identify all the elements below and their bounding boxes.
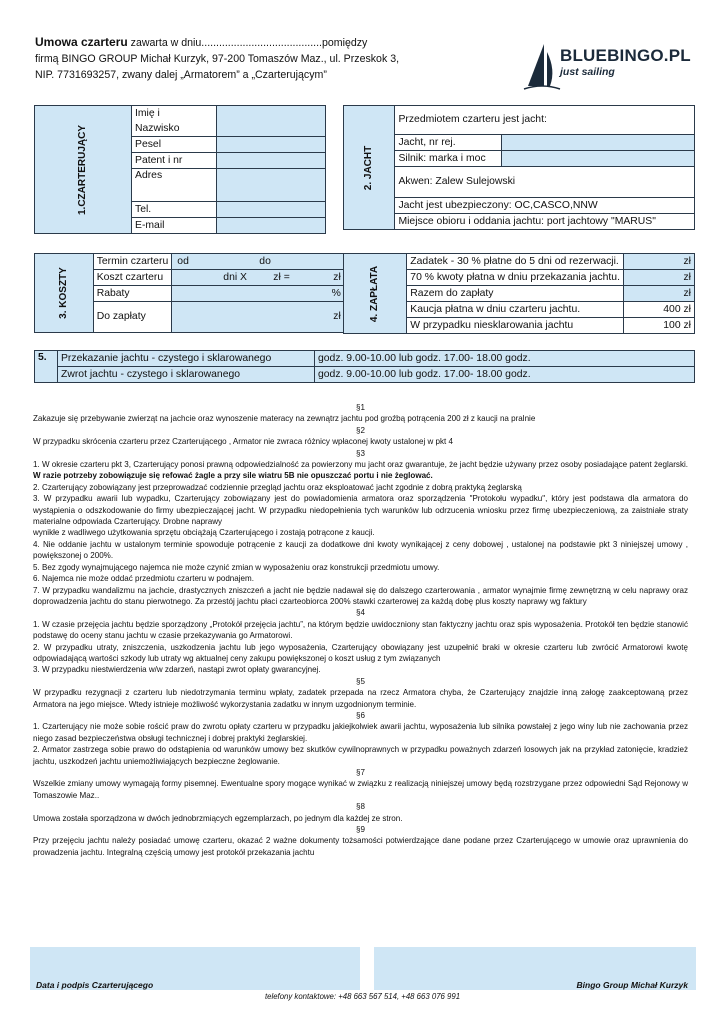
term-paragraph: 1. W okresie czarteru pkt 3, Czarterujący ponosi prawną odpowiedzialność za powierzony mu jacht oraz gwarantuje, że jacht będzie używany przez osoby posiadające patent żeglarski. W razie potrzeby zobowiązuje się refować żagle a przy sile wiatru 5B nie opuszczać portu i nie żeglować.: [33, 460, 688, 481]
section-payment: [343, 253, 695, 334]
patent-field[interactable]: [217, 153, 326, 169]
discount-field[interactable]: %: [172, 286, 345, 302]
section-handover: [34, 350, 695, 383]
contact-footer: telefony kontaktowe: +48 663 567 514, +48 663 076 991: [264, 992, 461, 1001]
section-label-yacht: 2. JACHT: [344, 106, 395, 230]
term-paragraph: 1. Czarterujący nie może sobie rościć praw do zwrotu opłaty czarteru w przypadku jakiejkolwiek awarii jachtu, wyposażenia lub silnika powstałej z jego winy lub nie zachowania przez niego zasad bezpieczeństwa obsługi technicznej i dobrej praktyki żeglarskiej.: [33, 722, 688, 743]
section-number: §9: [356, 825, 365, 835]
header-line-3: NIP. 7731693257, zwany dalej „Armatorem” a „Czarterującym”: [35, 69, 327, 81]
section-label-payment: 4. ZAPŁATA: [344, 254, 407, 334]
term-paragraph: 3. W przypadku awarii lub wypadku, Czarterujący zobowiązany jest do powiadomienia armatora oraz sporządzenia "Protokołu wypadku", który jest podstawa dla armatora do wystąpienia o odszkodowanie do firmy ubezpieczającej jacht. W przypadku niedopełnienia tych warunków lub odrzucenia wniosku przez firmę ubezpieczeniową, za zaistniałe straty materialne odpowiada Czarterujący. Drobne naprawy: [33, 494, 688, 527]
contract-terms: [33, 402, 688, 858]
section-number: §8: [356, 802, 365, 812]
term-paragraph: 2. Armator zastrzega sobie prawo do odstąpienia od warunków umowy bez skutków cywilnoprawnych w przypadku poważnych zdarzeń losowych jak na przykład zatonięcie, kradzież jachtu, uszkodzeń jachtu uniemożliwiających bezpieczne żeglowanie.: [33, 745, 688, 766]
term-paragraph: wynikłe z wadliwego użytkowania sprzętu obciążają Czarterującego i zostają potrącone z kaucji.: [33, 528, 375, 538]
header-line-1: Umowa czarteru zawarta w dniu.........................................pomiędzy: [35, 35, 368, 49]
email-field[interactable]: [217, 218, 326, 234]
return-label: Zwrot jachtu - czystego i sklarowanego: [58, 367, 315, 383]
address-field[interactable]: [217, 169, 326, 202]
section-label-charterer: 1.CZARTERUJĄCY: [35, 106, 132, 234]
label-discount: Rabaty: [93, 286, 172, 302]
section-number: §4: [356, 608, 365, 618]
yacht-reg-field[interactable]: [502, 135, 695, 151]
insurance-info: Jacht jest ubezpieczony: OC,CASCO,NNW: [395, 198, 695, 214]
section-label-costs: 3. KOSZTY: [35, 254, 94, 333]
term-field[interactable]: od do: [172, 254, 345, 270]
term-paragraph: Zakazuje się przebywanie zwierząt na jachcie oraz wynoszenie materacy na zewnątrz jachtu pod groźbą potrącenia 200 zł z kaucji na pralnie: [33, 414, 536, 424]
term-paragraph: Przy przejęciu jachtu należy posiadać umowę czarteru, okazać 2 ważne dokumenty tożsamości potwierdzające dane podane przez Czarterującego w umowie oraz uprawnienia do prowadzenia jachtu. Integralną częścią umowy jest protokół przekazania jachtu: [33, 836, 688, 857]
section-number: §6: [356, 710, 365, 720]
return-hours[interactable]: godz. 9.00-10.00 lub godz. 17.00- 18.00 godz.: [315, 367, 695, 383]
label-cost: Koszt czarteru: [93, 270, 172, 286]
section-number: §7: [356, 768, 365, 777]
port-info: Miejsce obioru i oddania jachtu: port jachtowy "MARUS": [395, 214, 695, 230]
section-number: §1: [356, 403, 365, 412]
payment-row-deposit: Zadatek - 30 % płatne do 5 dni od rezerwacji.: [407, 254, 624, 270]
section-label-handover: 5.: [35, 351, 58, 383]
signature-label-charterer: Data i podpis Czarterującego: [36, 980, 154, 990]
bluebingo-logo: [518, 42, 698, 92]
logo-tagline: just sailing: [560, 66, 615, 78]
payment-sum-value[interactable]: zł: [623, 286, 694, 302]
term-paragraph: 4. Nie oddanie jachtu w ustalonym terminie spowoduje potrącenie z kaucji za dodatkowe dni kwoty wynikającej z ceny dobowej , ustalonej na podstawie pkt 3 niniejszej umowy , powiększonej o 200%.: [33, 539, 688, 561]
label-email: E-mail: [132, 218, 217, 234]
section-yacht: [343, 105, 695, 230]
label-patent: Patent i nr: [132, 153, 217, 169]
label-surname: Nazwisko: [132, 121, 217, 137]
section-costs: [34, 253, 345, 333]
payment-unclean-value: 100 zł: [623, 318, 694, 334]
payment-row-bail: Kaucja płatna w dniu czarteru jachtu.: [407, 302, 624, 318]
term-paragraph: Wszelkie zmiany umowy wymagają formy pisemnej. Ewentualne spory mogące wynikać w związku z realizacją niniejszej umowy będą rozstrzygane przez odpowiedni Sąd Rejonowy w Tomaszowie Maz..: [33, 779, 688, 800]
payment-row-70: 70 % kwoty płatna w dniu przekazania jachtu.: [407, 270, 624, 286]
label-yacht-reg: Jacht, nr rej.: [395, 135, 502, 151]
label-phone: Tel.: [132, 202, 217, 218]
logo-name: BLUEBINGO.PL: [560, 46, 691, 65]
term-paragraph: 5. Bez zgody wynajmującego najemca nie może czynić zmian w wyposażeniu oraz konstrukcji przedmiotu umowy.: [33, 562, 440, 572]
yacht-subject: Przedmiotem czarteru jest jacht:: [395, 106, 695, 135]
term-paragraph: Umowa została sporządzona w dwóch jednobrzmiących egzemplarzach, po jednym dla każdej ze stron.: [33, 813, 403, 823]
contract-title: Umowa czarteru: [35, 35, 128, 49]
section-number: §5: [356, 676, 365, 686]
header-line-2: firmą BINGO GROUP Michał Kurzyk, 97-200 Tomaszów Maz., ul. Przeskok 3,: [35, 53, 400, 65]
section-charterer: [34, 105, 326, 234]
term-paragraph: 2. W przypadku utraty, zniszczenia, uszkodzenia jachtu lub jego wyposażenia, Czarterujący obowiązany jest uzupełnić braki w okresie czarteru lub zwrócić Armatorowi kwotę odpowiadającą wartości szkody lub utraty wg aktualnej ceny zakupu powiększonej o koszt usług z tym związanych: [33, 642, 688, 663]
term-paragraph: W przypadku rezygnacji z czarteru lub niedotrzymania terminu wpłaty, zadatek przepada na rzecz Armatora chyba, że Czarterujący znajdzie inną załogę zaakceptowaną przez Armatora na jego miejsce. Wtedy istnieje możliwość wykorzystania zadatku w innym uzgodnionym terminie.: [33, 688, 688, 709]
sail-icon: [522, 42, 562, 92]
payment-bail-value: 400 zł: [623, 302, 694, 318]
pesel-field[interactable]: [217, 137, 326, 153]
name-field[interactable]: [217, 106, 326, 137]
section-number: §2: [356, 425, 365, 435]
term-paragraph: 2. Czarterujący zobowiązany jest przeprowadzać codziennie przegląd jachtu oraz eksploatować jacht zgodnie z dobrą praktyką żeglarską: [33, 482, 522, 492]
term-paragraph: 6. Najemca nie może oddać przedmiotu czarteru w podnajem.: [33, 574, 254, 584]
payment-deposit-value[interactable]: zł: [623, 254, 694, 270]
payment-row-sum: Razem do zapłaty: [407, 286, 624, 302]
phone-field[interactable]: [217, 202, 326, 218]
payment-row-unclean: W przypadku niesklarowania jachtu: [407, 318, 624, 334]
cost-field[interactable]: dni X zł = zł: [172, 270, 345, 286]
engine-field[interactable]: [502, 151, 695, 167]
label-first-name: Imię i: [132, 106, 217, 122]
term-paragraph: 3. W przypadku niestwierdzenia w/w zdarzeń, nastąpi zwrot opłaty gwarancyjnej.: [33, 665, 321, 675]
label-address: Adres: [132, 169, 217, 202]
label-pesel: Pesel: [132, 137, 217, 153]
water-area: Akwen: Zalew Sulejowski: [395, 167, 695, 198]
term-paragraph: W przypadku skrócenia czarteru przez Czarterującego , Armator nie zwraca różnicy wpłaconej kwoty ustalonej w pkt 4: [33, 437, 453, 447]
total-field[interactable]: zł: [172, 302, 345, 333]
label-term: Termin czarteru: [93, 254, 172, 270]
term-paragraph: 1. W czasie przejęcia jachtu będzie sporządzony „Protokół przejęcia jachtu”, na którym będzie uwidoczniony stan faktyczny jachtu oraz spis wyposażenia. Protokół ten będzie stanowić podstawę do oceny stanu jachtu w czasie przekazywania go Armatorowi.: [33, 619, 688, 641]
payment-70-value[interactable]: zł: [623, 270, 694, 286]
label-engine: Silnik: marka i moc: [395, 151, 502, 167]
term-paragraph: 7. W przypadku wandalizmu na jachcie, drastycznych zniszczeń a jacht nie będzie nadawał się do dalszego czarterowania , armator wynajmie firmę zewnętrzną w celu naprawy oraz doprowadzenia jachtu do stanu pierwotnego. Za przestój jachtu płaci czarteobiorca 200% stawki czarterowej za każdą dobę plus koszty naprawy wg faktury: [33, 585, 688, 606]
contract-header: [35, 34, 455, 83]
signature-label-owner: Bingo Group Michał Kurzyk: [576, 980, 688, 990]
handover-label: Przekazanie jachtu - czystego i sklarowanego: [58, 351, 315, 367]
section-number: §3: [356, 448, 365, 458]
handover-hours[interactable]: godz. 9.00-10.00 lub godz. 17.00- 18.00 godz.: [315, 351, 695, 367]
label-total: Do zapłaty: [93, 302, 172, 333]
